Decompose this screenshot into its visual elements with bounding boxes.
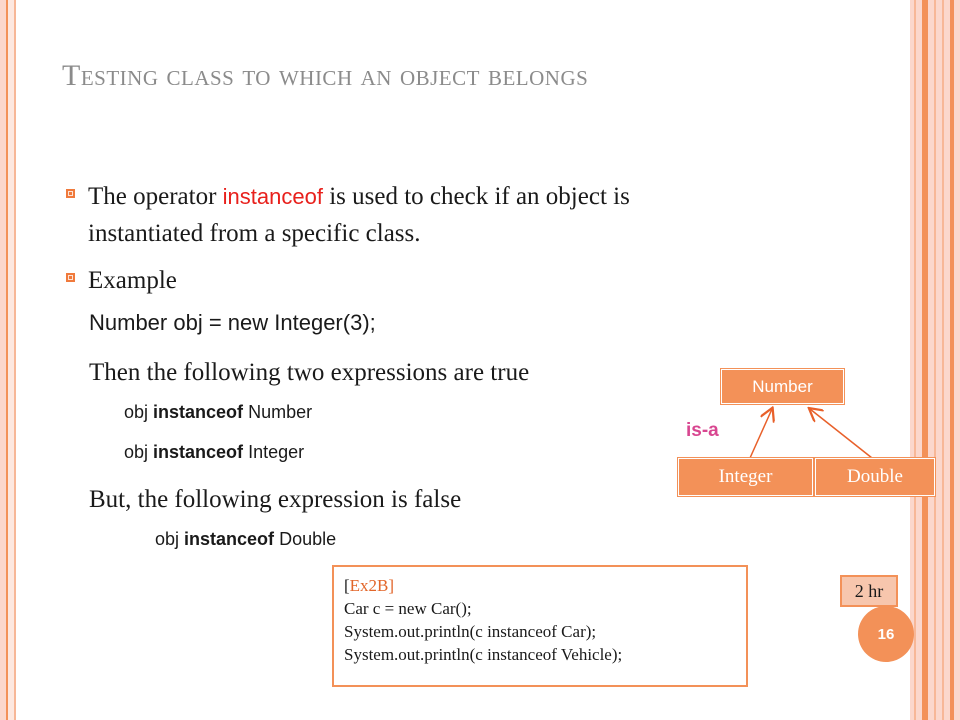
- example-true-intro: Then the following two expressions are true: [89, 359, 530, 386]
- expression-true-integer: obj instanceof Integer: [124, 442, 305, 462]
- bullet-text-line2: instantiated from a specific class.: [88, 220, 421, 247]
- page-number: 16: [858, 606, 914, 662]
- slide-title: Testing class to which an object belongs: [62, 59, 589, 92]
- code-example-box: [Ex2B] Car c = new Car(); System.out.println(c instanceof Car); System.out.println(c instanceof Vehicle);: [332, 565, 748, 687]
- class-box-double: Double: [815, 458, 935, 496]
- example-heading: Example: [88, 267, 177, 294]
- expression-true-number: obj instanceof Number: [124, 402, 313, 422]
- class-box-integer: Integer: [678, 458, 813, 496]
- bullet-text-start: The operator: [88, 183, 223, 210]
- class-box-number: Number: [721, 369, 844, 404]
- integer-to-number-arrow: [750, 409, 772, 458]
- is-a-label: is-a: [686, 420, 719, 441]
- code-line: System.out.println(c instanceof Vehicle);: [344, 645, 623, 664]
- instanceof-keyword: instanceof: [222, 184, 323, 209]
- example-tag: Ex2B]: [349, 576, 395, 595]
- code-line: System.out.println(c instanceof Car);: [344, 622, 597, 641]
- expression-false-double: obj instanceof Double: [155, 529, 337, 549]
- time-badge: 2 hr: [840, 575, 898, 607]
- bullet-text-end: is used to check if an object is: [322, 183, 630, 210]
- example-declaration: Number obj = new Integer(3);: [89, 310, 376, 335]
- code-line: Car c = new Car();: [344, 599, 472, 618]
- double-to-number-arrow: [810, 409, 872, 458]
- example-false-intro: But, the following expression is false: [89, 486, 462, 513]
